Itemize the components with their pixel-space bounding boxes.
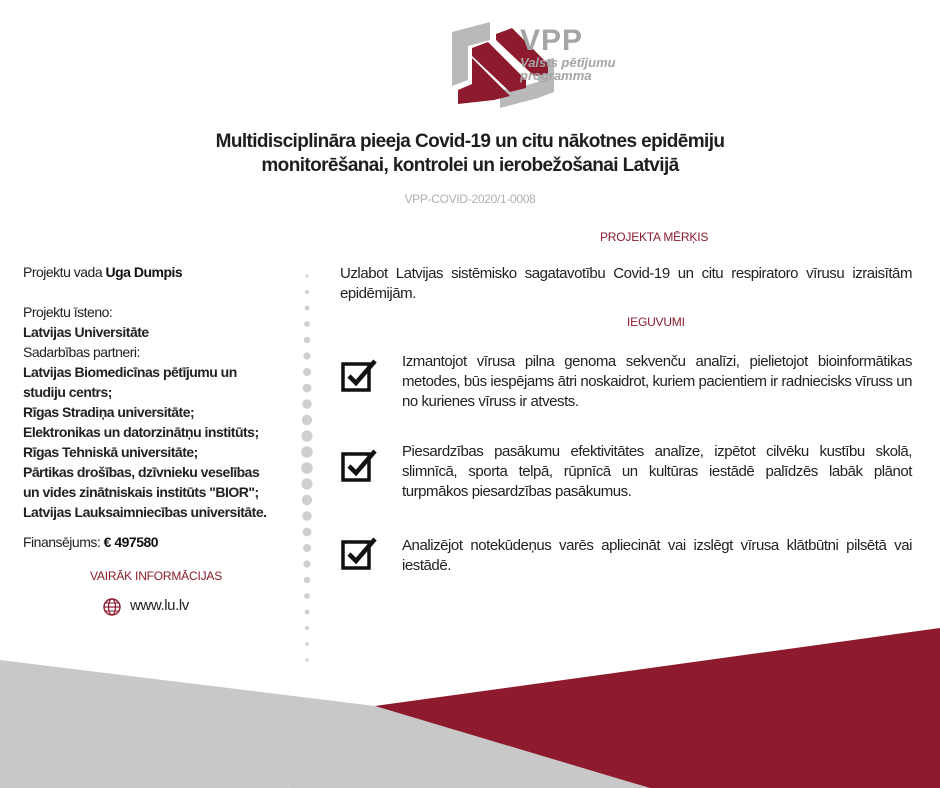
partners-label: Sadarbības partneri: (23, 344, 140, 360)
partner-line: Pārtikas drošības, dzīvnieku veselības (23, 464, 260, 480)
leader-label: Projektu vada (23, 264, 106, 280)
benefit-item: Piesardzības pasākumu efektivitātes analīze, izpētot cilvēku kustību skolā, slimnīcā, sporta telpā, rūpnīcā un kultūras iestādē palīdzēs labāk plānot turpmākos piesardzības pasākumus. (402, 443, 912, 500)
checkbox-icon (340, 358, 380, 394)
implementer-name: Latvijas Universitāte (23, 324, 149, 340)
vpp-logo-text (520, 26, 616, 82)
globe-icon (102, 597, 122, 617)
leader-name: Uga Dumpis (105, 264, 183, 280)
partner-line: studiju centrs; (23, 384, 112, 400)
project-leader (23, 262, 298, 282)
partner-line: Latvijas Lauksaimniecības universitāte. (23, 504, 267, 520)
benefit-item: Izmantojot vīrusa pilna genoma sekvenču analīzi, pielietojot bioinformātikas metodes, būs iespējams ātri noskaidrot, kuriem pacientiem ir radniecisks vīruss un no kurienes vīruss ir atvests. (402, 353, 912, 410)
partner-line: Rīgas Tehniskā universitāte; (23, 444, 198, 460)
dotted-divider (300, 272, 314, 672)
goal-text: Uzlabot Latvijas sistēmisko sagatavotību Covid-19 un citu respiratoro vīrusu izraisītām epidēmijām. (340, 265, 912, 302)
funding (23, 532, 298, 552)
checkbox-icon (340, 448, 380, 484)
goal-heading: PROJEKTA MĒRĶIS (600, 230, 709, 244)
checkbox-icon (340, 536, 380, 572)
project-code: VPP-COVID-2020/1-0008 (404, 192, 536, 206)
benefit-item: Analizējot notekūdeņus varēs apliecināt vai izslēgt vīrusa klātbūtni pilsētā vai iestādē. (402, 537, 912, 574)
funding-value: € 497580 (103, 534, 159, 550)
title-line-2: monitorēšanai, kontrolei un ierobežošanai Latvijā (261, 155, 679, 176)
partner-line: Latvijas Biomedicīnas pētījumu un (23, 364, 237, 380)
logo-line1: Valsts pētījumu (520, 55, 616, 70)
logo-line2: programma (520, 68, 592, 83)
funding-label: Finansējums: (23, 534, 104, 550)
benefits-heading: IEGUVUMI (627, 315, 685, 329)
partner-line: Rīgas Stradiņa universitāte; (23, 404, 195, 420)
implementer-label: Projektu īsteno: (23, 304, 113, 320)
logo-abbr: VPP (520, 24, 584, 57)
project-title (120, 130, 820, 178)
title-line-1: Multidisciplināra pieeja Covid-19 un citu nākotnes epidēmiju (215, 131, 725, 152)
partner-line: Elektronikas un datorzinātņu institūts; (23, 424, 259, 440)
website-link[interactable]: www.lu.lv (130, 597, 189, 614)
implementer-block (23, 302, 298, 522)
more-info-heading: VAIRĀK INFORMĀCIJAS (90, 569, 222, 583)
partner-line: un vides zinātniskais institūts "BIOR"; (23, 484, 259, 500)
